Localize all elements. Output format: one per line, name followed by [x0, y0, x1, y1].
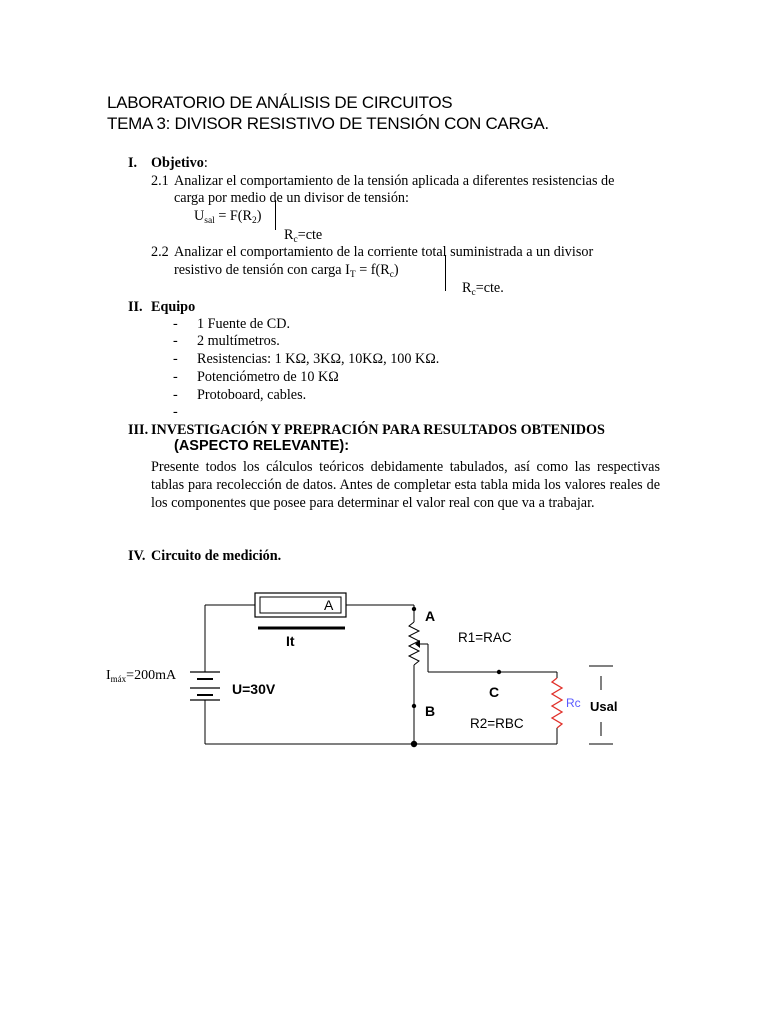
condition-rc-1: $R_c=cte$ — [284, 227, 323, 245]
section-2-number: II. — [128, 299, 143, 315]
section-3-heading: INVESTIGACIÓN Y PREPRACIÓN PARA RESULTADOS OBTENIDOS — [151, 422, 605, 438]
label-r1: R1=RAC — [458, 630, 512, 645]
rc-resistor-icon — [552, 678, 562, 728]
list-item: Resistencias: 1 KΩ, 3KΩ, 10KΩ, 100 KΩ. — [197, 351, 440, 367]
list-dash: - — [173, 404, 178, 420]
node-a-dot — [412, 607, 416, 611]
objective-2-2-text-cont: resistivo de tensión con carga $I_T = f(R_c)$ — [174, 262, 399, 280]
label-node-c: C — [489, 684, 500, 700]
label-source: U=30V — [232, 681, 276, 697]
list-dash: - — [173, 333, 178, 349]
list-item: 1 Fuente de CD. — [197, 316, 290, 332]
label-node-b: B — [425, 703, 436, 719]
label-it: It — [286, 633, 295, 649]
formula-usal: $U_{sal} = F(R_2)$ — [194, 208, 262, 226]
label-imax: $I_{máx}=200mA$ — [106, 668, 177, 684]
title-line-2: TEMA 3: DIVISOR RESISTIVO DE TENSIÓN CON CARGA. — [107, 114, 549, 133]
list-item: 2 multímetros. — [197, 333, 280, 349]
objective-2-2-number: 2.2 — [151, 244, 169, 260]
section-1-number: I. — [128, 155, 138, 171]
objective-2-1-number: 2.1 — [151, 173, 169, 189]
list-item: Potenciómetro de 10 KΩ — [197, 369, 339, 385]
label-node-a: A — [425, 608, 436, 624]
section-3-subheading: (ASPECTO RELEVANTE): — [174, 438, 350, 454]
title-line-1: LABORATORIO DE ANÁLISIS DE CIRCUITOS — [107, 93, 453, 112]
list-dash: - — [173, 351, 178, 367]
section-2-heading: Equipo — [151, 299, 196, 315]
battery-icon — [190, 672, 220, 700]
list-dash: - — [173, 387, 178, 403]
section-4-heading: Circuito de medición. — [151, 548, 282, 564]
label-r2: R2=RBC — [470, 716, 524, 731]
list-dash: - — [173, 369, 178, 385]
bottom-junction-dot — [411, 741, 417, 747]
node-c-dot — [497, 670, 501, 674]
label-rc: Rc — [566, 696, 581, 710]
condition-rc-2: $R_c=cte$. — [462, 280, 504, 298]
section-3-number: III. — [128, 422, 149, 438]
objective-2-1-text: Analizar el comportamiento de la tensión aplicada a diferentes resistencias de — [174, 173, 615, 189]
objective-2-1-text-cont: carga por medio de un divisor de tensión: — [174, 190, 409, 206]
section-3-paragraph: Presente todos los cálculos teóricos debidamente tabulados, así como las respectivas tablas para recolección de datos. Antes de completar esta tabla mida los valores reales de los componentes que posee para determinar el valor real con que va a trabajar. — [151, 459, 660, 511]
label-usal: Usal — [590, 699, 618, 714]
section-4-number: IV. — [128, 548, 146, 564]
list-item: Protoboard, cables. — [197, 387, 307, 403]
objective-2-2-text: Analizar el comportamiento de la corriente total suministrada a un divisor — [174, 244, 594, 260]
list-dash: - — [173, 316, 178, 332]
ammeter-label: A — [324, 597, 334, 613]
node-b-dot — [412, 704, 416, 708]
section-1-heading: Objetivo: — [151, 155, 208, 171]
